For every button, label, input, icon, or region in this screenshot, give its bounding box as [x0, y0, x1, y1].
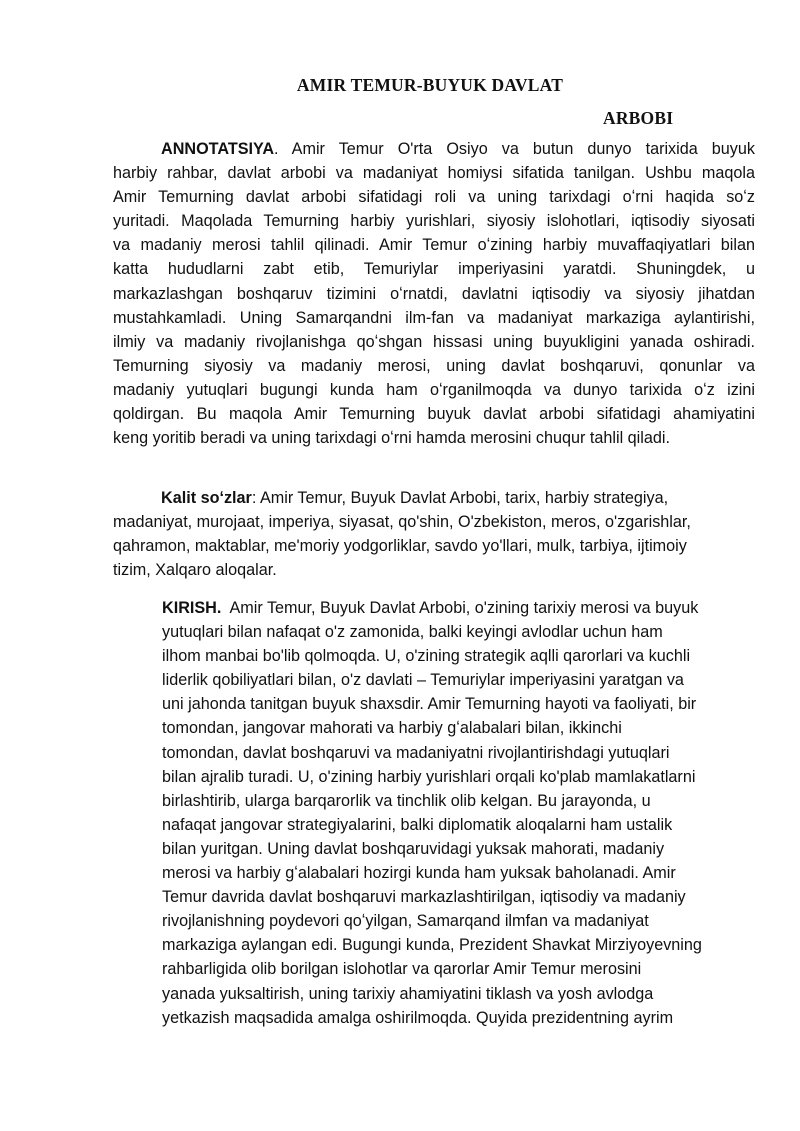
introduction-line: ilhom manbai bo'lib qolmoqda. U, o'zining strategik aqlli qarorlari va kuchli: [162, 647, 691, 666]
keywords-paragraph: [113, 486, 773, 582]
annotation-lead: ANNOTATSIYA: [161, 140, 275, 158]
annotation-line: qoldirgan. Bu maqola Amir Temurning buyuk davlat arbobi sifatidagi ahamiyatini: [113, 405, 755, 424]
introduction-line: tomondan, jangovar mahorati va harbiy gʻalabalari bilan, ikkinchi: [162, 719, 622, 738]
introduction-line: yetkazish maqsadida amalga oshirilmoqda. Quyida prezidentning ayrim: [162, 1008, 674, 1027]
introduction-line: Temur davrida davlat boshqaruvi markazlashtirilgan, iqtisodiy va madaniy: [162, 888, 686, 907]
introduction-line: rahbarligida olib borilgan islohotlar va qarorlar Amir Temur merosini: [162, 960, 642, 979]
keywords-line: qahramon, maktablar, me'moriy yodgorliklar, savdo yo'llari, mulk, tarbiya, ijtimoiy: [113, 537, 687, 556]
annotation-line: Amir Temurning davlat arbobi sifatidagi roli va uning tarixdagi oʻrni haqida soʻz: [113, 188, 755, 207]
introduction-line: merosi va harbiy gʻalabalari hozirgi kunda ham yuksak baholanadi. Amir: [162, 864, 676, 883]
annotation-line: [113, 137, 755, 161]
annotation-line: markazlashgan boshqaruv tizimini oʻrnatdi, davlatni iqtisodiy va siyosiy jihatdan: [113, 284, 755, 303]
annotation-line: harbiy rahbar, davlat arbobi va madaniyat homiysi sifatida tanilgan. Ushbu maqola: [113, 164, 755, 183]
introduction-line: birlashtirib, ularga barqarorlik va tinchlik olib kelgan. Bu jarayonda, u: [162, 791, 651, 810]
introduction-line: [162, 596, 752, 620]
introduction-line: nafaqat jangovar strategiyalarini, balki diplomatik aloqalarni ham ustalik: [162, 815, 673, 834]
document-title-line-1: AMIR TEMUR-BUYUK DAVLAT: [296, 75, 564, 95]
introduction-line-text: Amir Temur, Buyuk Davlat Arbobi, o'zining tarixiy merosi va buyuk: [221, 599, 699, 617]
annotation-line: madaniy yutuqlari bugungi kunda ham oʻrganilmoqda va dunyo tarixida oʻz izini: [113, 380, 755, 399]
introduction-line: yutuqlari bilan nafaqat o'z zamonida, balki keyingi avlodlar uchun ham: [162, 623, 663, 642]
keywords-line-text: : Amir Temur, Buyuk Davlat Arbobi, tarix, harbiy strategiya,: [251, 489, 669, 507]
annotation-line: katta hududlarni zabt etib, Temuriylar imperiyasini yaratdi. Shuningdek, u: [113, 260, 755, 279]
annotation-paragraph: [113, 137, 755, 450]
introduction-line: liderlik qobiliyatlari bilan, o'z davlati – Temuriylar imperiyasini yaratgan va: [162, 671, 684, 690]
introduction-line: uni jahonda tanitgan buyuk shaxsdir. Amir Temurning hayoti va faoliyati, bir: [162, 695, 697, 714]
annotation-line: keng yoritib beradi va uning tarixdagi oʻrni hamda merosini chuqur tahlil qiladi.: [113, 429, 670, 448]
document-title-line-2: ARBOBI: [603, 108, 674, 128]
introduction-line: markaziga aylangan edi. Bugungi kunda, Prezident Shavkat Mirziyoyevning: [162, 936, 702, 955]
annotation-line: mustahkamladi. Uning Samarqandni ilm-fan va madaniyat markaziga aylantirishi,: [113, 308, 755, 327]
keywords-line: tizim, Xalqaro aloqalar.: [113, 561, 277, 580]
annotation-line: va madaniy merosi tahlil qilinadi. Amir Temur oʻzining harbiy muvaffaqiyatlari bilan: [113, 236, 755, 255]
annotation-line-text: . Amir Temur O'rta Osiyo va butun dunyo tarixida buyuk: [274, 140, 755, 158]
introduction-lead: KIRISH.: [162, 599, 222, 617]
keywords-line: madaniyat, murojaat, imperiya, siyasat, qo'shin, O'zbekiston, meros, o'zgarishlar,: [113, 513, 691, 532]
annotation-line: yuritadi. Maqolada Temurning harbiy yurishlari, siyosiy islohotlari, iqtisodiy siyosati: [113, 212, 755, 231]
introduction-line: rivojlanishning poydevori qoʻyilgan, Samarqand ilmfan va madaniyat: [162, 912, 649, 931]
annotation-line: Temurning siyosiy va madaniy merosi, uning davlat boshqaruvi, qonunlar va: [113, 356, 755, 375]
introduction-line: bilan yuritgan. Uning davlat boshqaruvidagi yuksak mahorati, madaniy: [162, 839, 665, 858]
introduction-line: bilan ajralib turadi. U, o'zining harbiy yurishlari orqali ko'plab mamlakatlarni: [162, 767, 696, 786]
keywords-line: [113, 486, 773, 510]
introduction-line: tomondan, davlat boshqaruvi va madaniyatni rivojlantirishdagi yutuqlari: [162, 743, 670, 762]
keywords-lead: Kalit soʻzlar: [161, 489, 252, 507]
introduction-paragraph: [162, 596, 752, 1030]
introduction-line: yanada yuksaltirish, uning tarixiy ahamiyatini tiklash va yosh avlodga: [162, 984, 654, 1003]
annotation-line: ilmiy va madaniy rivojlanishga qoʻshgan hissasi uning buyukligini yanada oshiradi.: [113, 332, 755, 351]
